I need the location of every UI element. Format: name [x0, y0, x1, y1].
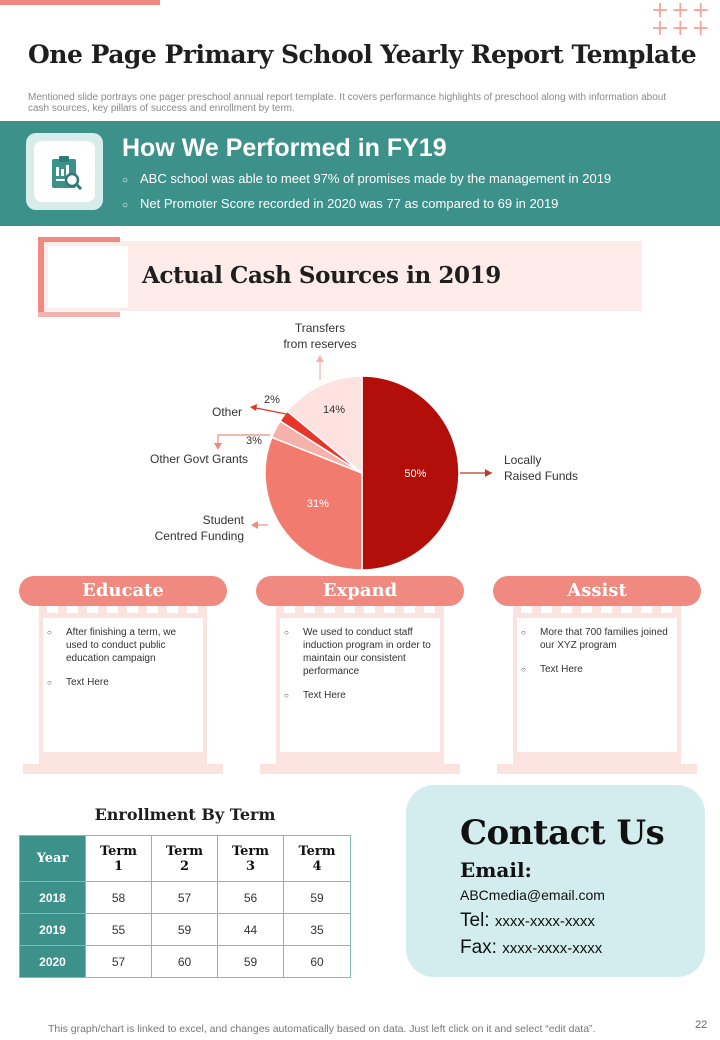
table-cell: 58 — [86, 882, 152, 914]
row-year: 2019 — [20, 914, 86, 946]
pie-label-locally-raised: Locally Raised Funds — [504, 453, 579, 483]
column-header-term: Term 2 — [152, 836, 218, 882]
pillar-notch — [67, 606, 78, 613]
pillar-notch — [601, 606, 612, 613]
leader-other-arrow — [250, 404, 257, 411]
contact-tel-label: Tel: — [460, 910, 490, 931]
bullet-circle-icon: ○ — [521, 665, 526, 674]
pillar-notch — [404, 606, 415, 613]
performance-icon-box — [26, 133, 103, 210]
table-cell: 57 — [86, 946, 152, 978]
pillar-list — [284, 626, 434, 713]
list-item: ○ More that 700 families joined our XYZ program — [521, 627, 668, 651]
contact-tel-value[interactable]: xxxx-xxxx-xxxx — [494, 913, 595, 930]
leader-govt-grants-arrow — [214, 443, 222, 450]
pillar-assist — [493, 576, 701, 776]
table-header-row — [20, 836, 351, 882]
leader-student-centred-arrow — [251, 521, 258, 529]
table-cell: 60 — [284, 946, 351, 978]
table-cell: 56 — [218, 882, 284, 914]
row-year: 2020 — [20, 946, 86, 978]
pie-value-label-student-centred: 31% — [306, 497, 329, 510]
pillar-list — [47, 626, 197, 700]
bullet-circle-icon: ○ — [47, 628, 52, 637]
page-subtitle: Mentioned slide portrays one pager preschool annual report template. It covers performance highlights of preschool along with information about cash sources, key pillars of success and enrollment by term. — [28, 92, 667, 114]
contact-tel — [460, 910, 595, 932]
column-header-term: Term 3 — [218, 836, 284, 882]
leader-govt-grants — [218, 435, 270, 443]
list-item: ○ Text Here — [521, 664, 583, 675]
pillar-notch — [561, 606, 572, 613]
column-header-term: Term 4 — [284, 836, 351, 882]
leader-transfers-arrow — [316, 355, 324, 362]
top-accent-bar — [0, 0, 160, 5]
performance-bullets — [122, 171, 611, 221]
pillar-notch — [621, 606, 632, 613]
table-cell: 35 — [284, 914, 351, 946]
pillar-notch — [304, 606, 315, 613]
bullet-circle-icon: ○ — [47, 678, 52, 687]
contact-fax-label: Fax: — [460, 937, 497, 958]
footer-note: This graph/chart is linked to excel, and changes automatically based on data. Just left click on it and select “edit data”. — [48, 1023, 596, 1035]
page-title: One Page Primary School Yearly Report Template — [28, 40, 697, 69]
column-header-term: Term 1 — [86, 836, 152, 882]
plus-decoration: +++ +++ — [650, 0, 712, 41]
pillar-notch — [541, 606, 552, 613]
pie-value-label-transfers: 14% — [322, 404, 346, 416]
table-cell: 59 — [284, 882, 351, 914]
pillar-title: Assist — [493, 576, 701, 606]
pillar-notch — [167, 606, 178, 613]
pie-label-other: Other — [212, 405, 243, 419]
list-item: ○ Text Here — [47, 677, 109, 688]
pie-value-label-govt-grants: 3% — [246, 435, 262, 447]
pillar-notch — [187, 606, 198, 613]
table-cell: 59 — [218, 946, 284, 978]
pillar-notch — [641, 606, 652, 613]
cash-sources-pie-chart — [0, 310, 720, 580]
page-number: 22 — [695, 1019, 708, 1031]
bullet-circle-icon: ○ — [284, 691, 289, 700]
table-cell: 59 — [152, 914, 218, 946]
pie-label-govt-grants: Other Govt Grants — [150, 452, 249, 466]
pillar-base — [260, 764, 460, 774]
list-item: ○ After finishing a term, we used to conduct public education campaign — [47, 627, 177, 664]
pillar-notch — [581, 606, 592, 613]
table-cell: 60 — [152, 946, 218, 978]
table-cell: 44 — [218, 914, 284, 946]
pillar-notch — [521, 606, 532, 613]
pillar-notch — [324, 606, 335, 613]
row-year: 2018 — [20, 882, 86, 914]
pie-value-label-other: 2% — [264, 394, 280, 406]
performance-bullet: ○ ABC school was able to meet 97% of promises made by the management in 2019 — [122, 171, 611, 196]
bullet-circle-icon: ○ — [122, 200, 129, 211]
pillar-notch — [661, 606, 672, 613]
clipboard-report-icon — [48, 154, 82, 190]
pillar-title: Expand — [256, 576, 464, 606]
bullet-circle-icon: ○ — [122, 175, 129, 186]
pillar-notch — [107, 606, 118, 613]
contact-fax-value: xxxx-xxxx-xxxx — [502, 940, 603, 957]
pillar-notch — [384, 606, 395, 613]
pillar-notch — [284, 606, 295, 613]
performance-bullet: ○ Net Promoter Score recorded in 2020 was 77 as compared to 69 in 2019 — [122, 196, 611, 221]
pillar-notch — [424, 606, 435, 613]
pillar-list — [521, 626, 671, 687]
performance-title: How We Performed in FY19 — [122, 134, 447, 162]
table-row — [20, 914, 351, 946]
cash-accent — [38, 237, 120, 242]
cash-accent — [38, 237, 44, 317]
pillar-expand — [256, 576, 464, 776]
pillar-notch — [47, 606, 58, 613]
bullet-circle-icon: ○ — [521, 628, 526, 637]
pillar-notch — [147, 606, 158, 613]
cash-title-box — [48, 246, 128, 308]
pillar-base — [497, 764, 697, 774]
contact-email-label: Email: — [460, 858, 532, 882]
leader-other — [256, 408, 286, 414]
pie-label-transfers: Transfers from reserves — [283, 321, 357, 351]
cash-sources-title: Actual Cash Sources in 2019 — [142, 262, 501, 289]
pillar-notch — [87, 606, 98, 613]
leader-locally-raised-arrow — [485, 469, 492, 477]
table-row — [20, 882, 351, 914]
bullet-circle-icon: ○ — [284, 628, 289, 637]
pillar-educate — [19, 576, 227, 776]
pillar-notch — [127, 606, 138, 613]
contact-fax — [460, 937, 602, 959]
list-item: ○ We used to conduct staff induction program in order to maintain our consistent performance — [284, 627, 431, 677]
table-cell: 57 — [152, 882, 218, 914]
column-header-year: Year — [20, 836, 86, 882]
pillar-title: Educate — [19, 576, 227, 606]
pillar-base — [23, 764, 223, 774]
table-row — [20, 946, 351, 978]
pillar-notch — [364, 606, 375, 613]
enrollment-table — [19, 835, 351, 978]
pillar-notch — [344, 606, 355, 613]
pie-label-student-centred: Student Centred Funding — [154, 513, 244, 543]
enrollment-title: Enrollment By Term — [94, 805, 276, 824]
contact-email[interactable]: ABCmedia@email.com — [460, 887, 605, 903]
list-item: ○ Text Here — [284, 690, 346, 701]
table-cell: 55 — [86, 914, 152, 946]
contact-title: Contact Us — [460, 813, 665, 853]
pie-value-label-locally-raised: 50% — [404, 468, 427, 480]
